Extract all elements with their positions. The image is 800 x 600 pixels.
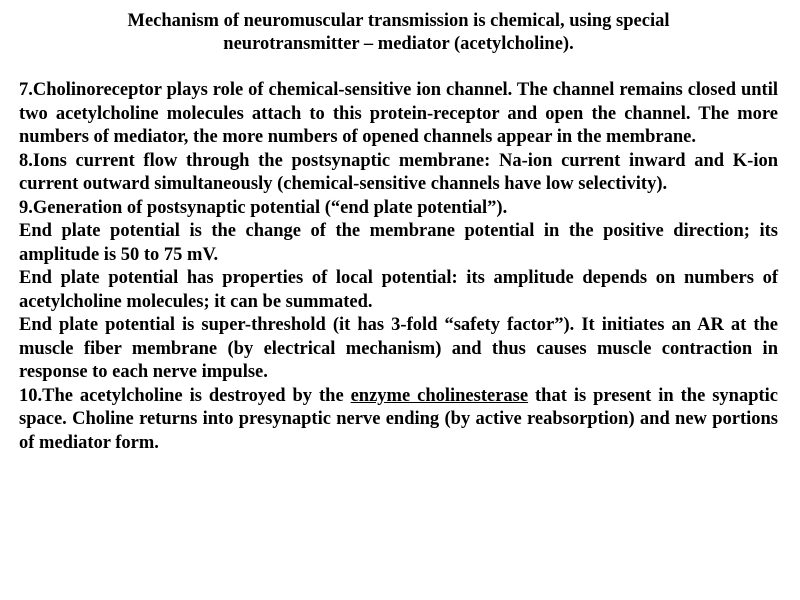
paragraph-10 bbox=[19, 385, 778, 456]
paragraph-10-end: that is present in the synaptic space. Choline returns into presynaptic nerve ending (by active reabsorption) and new portions of mediator form. bbox=[19, 385, 778, 453]
paragraph-9: 9.Generation of postsynaptic potential (“end plate potential”). bbox=[19, 197, 508, 218]
slide-title bbox=[19, 10, 778, 56]
end-plate-potential-threshold: End plate potential is super-threshold (it has 3-fold “safety factor”). It initiates an AR at the muscle fiber membrane (by electrical mechanism) and thus causes muscle contraction in response to each nerve impulse. bbox=[19, 315, 778, 382]
enzyme-cholinesterase-term: enzyme cholinesterase bbox=[350, 385, 529, 406]
paragraph-10-start: 10.The acetylcholine is destroyed by the bbox=[19, 385, 351, 406]
end-plate-potential-properties: End plate potential has properties of local potential: its amplitude depends on numbers of acetylcholine molecules; it can be summated. bbox=[19, 268, 778, 312]
end-plate-potential-definition: End plate potential is the change of the membrane potential in the positive direction; its amplitude is 50 to 75 mV. bbox=[19, 221, 778, 265]
paragraph-8: 8.Ions current flow through the postsynaptic membrane: Na-ion current inward and K-ion current outward simultaneously (chemical-sensitive channels have low selectivity). bbox=[19, 150, 778, 194]
paragraph-7: 7.Cholinoreceptor plays role of chemical-sensitive ion channel. The channel remains closed until two acetylcholine molecules attach to this protein-receptor and open the channel. The more numbers of mediator, the more numbers of opened channels appear in the membrane. bbox=[19, 80, 778, 147]
title-line-1: Mechanism of neuromuscular transmission is chemical, using special bbox=[127, 11, 670, 31]
title-line-2: neurotransmitter – mediator (acetylcholine). bbox=[223, 34, 574, 54]
